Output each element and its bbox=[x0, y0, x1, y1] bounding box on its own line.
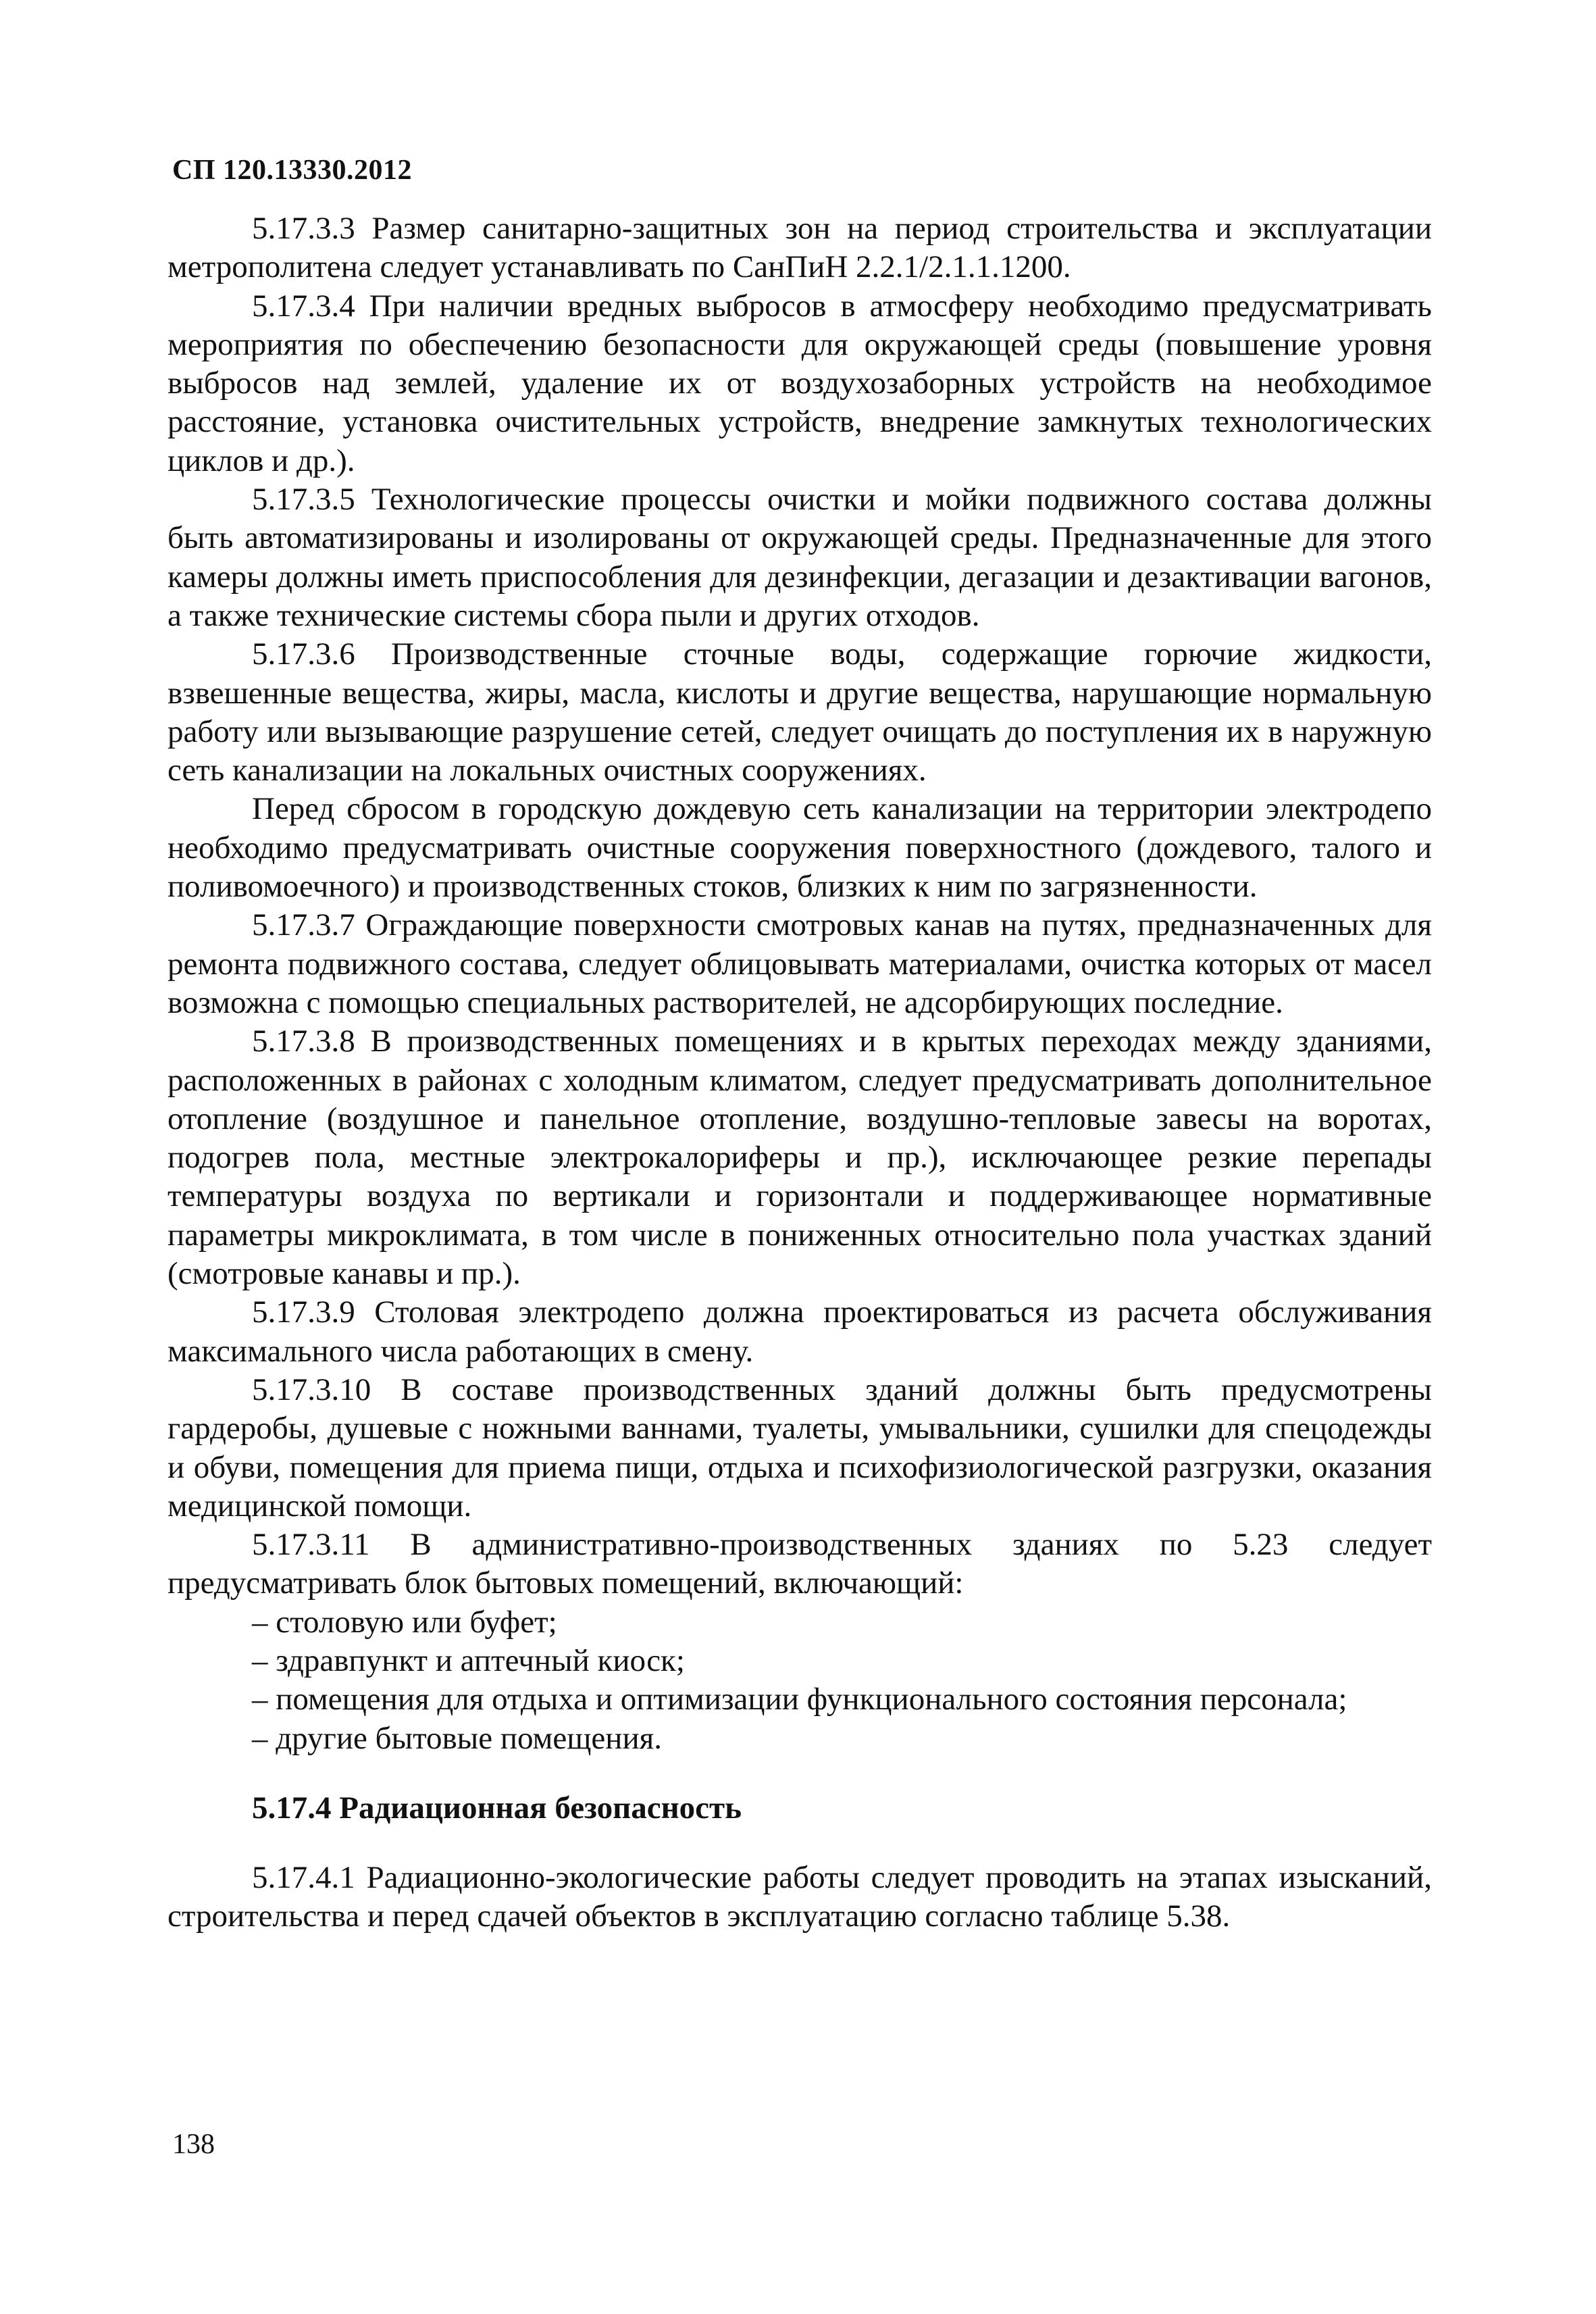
document-code-header: СП 120.13330.2012 bbox=[172, 155, 412, 186]
paragraph-5-17-3-10: 5.17.3.10 В составе производственных зданий должны быть предусмотрены гардеробы, душевые с ножными ваннами, туалеты, умывальники, сушилки для спецодежды и обуви, помещения для приема пищи, отдыха и психофизиологической разгрузки, оказания медицинской помощи. bbox=[168, 1372, 1432, 1524]
document-body bbox=[168, 209, 1432, 1936]
paragraph-5-17-3-5: 5.17.3.5 Технологические процессы очистки и мойки подвижного состава должны быть автоматизированы и изолированы от окружающей среды. Предназначенные для этого камеры должны иметь приспособления для дезинфекции, дегазации и дезактивации вагонов, а также технические системы сбора пыли и других отходов. bbox=[168, 482, 1432, 633]
paragraph-5-17-3-3: 5.17.3.3 Размер санитарно-защитных зон на период строительства и эксплуатации метрополитена следует устанавливать по СанПиН 2.2.1/2.1.1.1200. bbox=[168, 211, 1432, 285]
paragraph-5-17-3-4: 5.17.3.4 При наличии вредных выбросов в атмосферу необходимо предусматривать мероприятия по обеспечению безопасности для окружающей среды (повышение уровня выбросов над землей, удаление их от воздухозаборных устройств на необходимое расстояние, установка очистительных устройств, внедрение замкнутых технологических циклов и др.). bbox=[168, 288, 1432, 478]
paragraph-5-17-3-6: 5.17.3.6 Производственные сточные воды, содержащие горючие жидкости, взвешенные вещества, жиры, масла, кислоты и другие вещества, нарушающие нормальную работу или вызывающие разрушение сетей, следует очищать до поступления их в наружную сеть канализации на локальных очистных сооружениях. bbox=[168, 636, 1432, 788]
paragraph-5-17-4-1: 5.17.4.1 Радиационно-экологические работы следует проводить на этапах изысканий, строительства и перед сдачей объектов в эксплуатацию согласно таблице 5.38. bbox=[168, 1860, 1432, 1934]
paragraph-stormwater: Перед сбросом в городскую дождевую сеть канализации на территории электродепо необходимо предусматривать очистные сооружения поверхностного (дождевого, талого и поливомоечного) и производственных стоков, близких к ним по загрязненности. bbox=[168, 791, 1432, 905]
list-item: – помещения для отдыха и оптимизации функционального состояния персонала; bbox=[252, 1682, 1347, 1717]
page-number: 138 bbox=[172, 2129, 215, 2160]
paragraph-5-17-3-7: 5.17.3.7 Ограждающие поверхности смотровых канав на путях, предназначенных для ремонта подвижного состава, следует облицовывать материалами, очистка которых от масел возможна с помощью специальных растворителей, не адсорбирующих последние. bbox=[168, 907, 1432, 1020]
paragraph-5-17-3-11: 5.17.3.11 В административно-производственных зданиях по 5.23 следует предусматривать блок бытовых помещений, включающий: bbox=[168, 1527, 1432, 1601]
paragraph-5-17-3-9: 5.17.3.9 Столовая электродепо должна проектироваться из расчета обслуживания максимального числа работающих в смену. bbox=[168, 1294, 1432, 1369]
paragraph-5-17-3-8: 5.17.3.8 В производственных помещениях и в крытых переходах между зданиями, расположенных в районах с холодным климатом, следует предусматривать дополнительное отопление (воздушное и панельное отопление, воздушно-тепловые завесы на воротах, подогрев пола, местные электрокалориферы и пр.), исключающее резкие перепады температуры воздуха по вертикали и горизонтали и поддерживающее нормативные параметры микроклимата, в том числе в пониженных относительно пола участках зданий (смотровые канавы и пр.). bbox=[168, 1024, 1432, 1292]
list-item: – другие бытовые помещения. bbox=[252, 1720, 662, 1756]
list-item: – столовую или буфет; bbox=[252, 1604, 557, 1640]
list-item: – здравпункт и аптечный киоск; bbox=[252, 1642, 685, 1678]
section-heading: 5.17.4 Радиационная безопасность bbox=[252, 1790, 742, 1826]
